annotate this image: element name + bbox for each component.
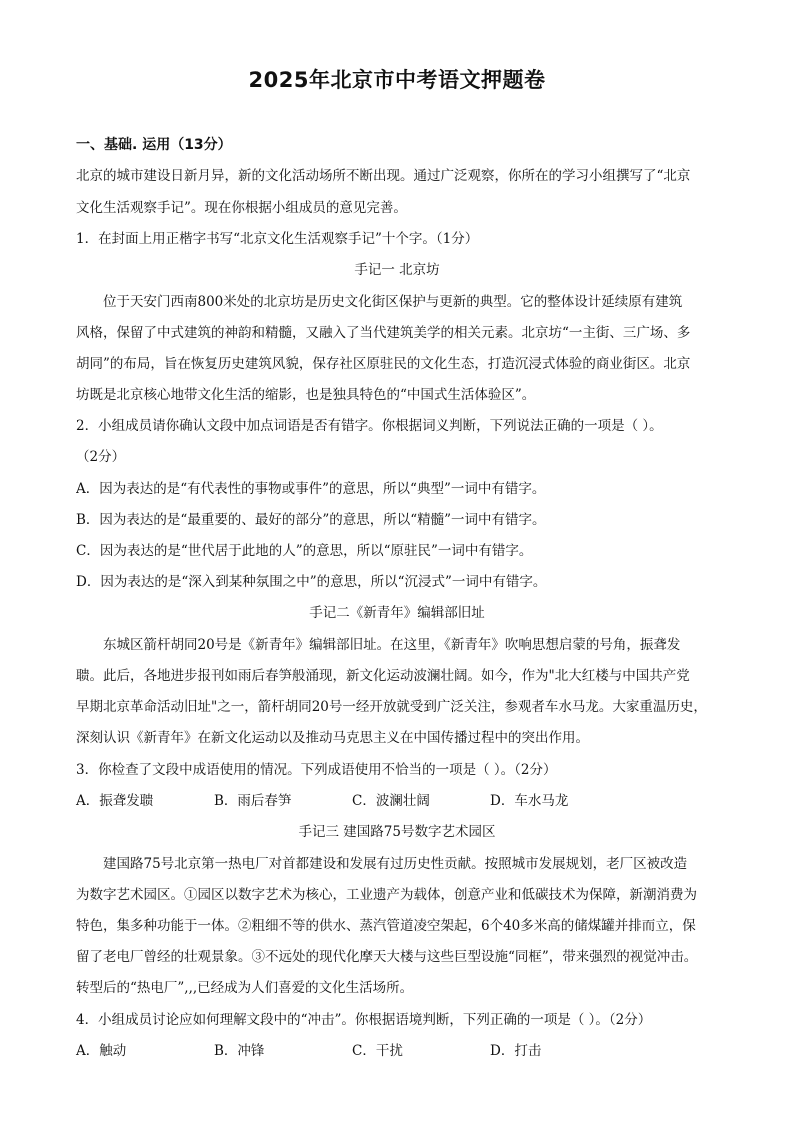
question-1: 1．在封面上用正楷字书写“北京文化生活观察手记”十个字。（1分）	[76, 231, 479, 247]
question-3: 3．你检查了文段中成语使用的情况。下列成语使用不恰当的一项是（ ）。（2分）	[76, 762, 557, 778]
note3-line: 转型后的“热电厂”,,,已经成为人们喜爱的文化生活场所。	[76, 980, 414, 996]
note2-line: 东城区箭杆胡同20号是《新青年》编辑部旧址。在这里，《新青年》吹响思想启蒙的号角，振聋发	[103, 637, 681, 653]
option-d: D．打击	[490, 1043, 542, 1059]
option-c: C．因为表达的是“世代居于此地的人”的意思，所以“原驻民”一词中有错字。	[76, 543, 533, 559]
option-c: C．波澜壮阔	[352, 793, 430, 809]
note1-line: 坊既是北京核心地带文化生活的缩影，也是独具特色的“中国式生活体验区”。	[76, 387, 536, 403]
note2-line: 聩。此后，各地进步报刊如雨后春笋般涌现，新文化运动波澜壮阔。如今，作为"北大红楼与中国共产党	[76, 668, 690, 684]
note-heading-1: 手记一 北京坊	[354, 262, 440, 278]
note3-line: 特色，集多种功能于一体。②粗细不等的供水、蒸汽管道凌空架起，6个40多米高的储煤罐并排而立，保	[76, 918, 696, 934]
question-4: 4．小组成员讨论应如何理解文段中的“冲击”。你根据语境判断，下列正确的一项是（ ）。（2分）	[76, 1012, 652, 1028]
note2-line: 深刻认识《新青年》在新文化运动以及推动马克思主义在中国传播过程中的突出作用。	[76, 730, 589, 746]
note1-line: 胡同”的布局，旨在恢复历史建筑风貌，保存社区原驻民的文化生态，打造沉浸式体验的商业街区。北京	[76, 356, 691, 372]
intro-line: 文化生活观察手记”。现在你根据小组成员的意见完善。	[76, 200, 407, 216]
option-b: B．冲锋	[214, 1043, 265, 1059]
note3-line: 为数字艺术园区。①园区以数字艺术为核心，工业遗产为载体，创意产业和低碳技术为保障，新潮消费为	[76, 887, 697, 903]
option-d: D．因为表达的是“深入到某种氛围之中”的意思，所以“沉浸式”一词中有错字。	[76, 574, 547, 590]
option-d: D．车水马龙	[490, 793, 569, 809]
note3-line: 留了老电厂曾经的壮观景象。③不远处的现代化摩天大楼与这些巨型设施“同框”，带来强烈的视觉冲击。	[76, 949, 698, 965]
note2-line: 早期北京革命活动旧址"之一，箭杆胡同20号一经开放就受到广泛关注，参观者车水马龙。大家重温历史，	[76, 699, 707, 715]
option-a: A．因为表达的是“有代表性的事物或事件”的意思，所以“典型”一词中有错字。	[76, 481, 546, 497]
intro-line: 北京的城市建设日新月异，新的文化活动场所不断出现。通过广泛观察，你所在的学习小组撰写了“北京	[76, 168, 691, 184]
note1-line: 风格，保留了中式建筑的神韵和精髓，又融入了当代建筑美学的相关元素。北京坊“一主街、三广场、多	[76, 325, 691, 341]
note3-line: 建国路75号北京第一热电厂对首都建设和发展有过历史性贡献。按照城市发展规划，老厂区被改造	[103, 856, 688, 872]
option-c: C．干扰	[352, 1043, 403, 1059]
section-heading: 一、基础. 运用（13分）	[76, 137, 232, 153]
option-b: B．因为表达的是“最重要的、最好的部分”的意思，所以“精髓”一词中有错字。	[76, 512, 546, 528]
option-a: A．触动	[76, 1043, 127, 1059]
page-title: 2025年北京市中考语文押题卷	[248, 68, 546, 92]
note-heading-3: 手记三 建国路75号数字艺术园区	[298, 824, 496, 840]
note1-line: 位于天安门西南800米处的北京坊是历史文化街区保护与更新的典型。它的整体设计延续原有建筑	[103, 294, 683, 310]
option-a: A．振聋发聩	[76, 793, 154, 809]
option-b: B．雨后春笋	[214, 793, 292, 809]
question-2-score: （2分）	[76, 449, 126, 465]
note-heading-2: 手记二《新青年》编辑部旧址	[309, 605, 485, 621]
question-2: 2．小组成员请你确认文段中加点词语是否有错字。你根据词义判断，下列说法正确的一项是（ ）。	[76, 418, 663, 434]
